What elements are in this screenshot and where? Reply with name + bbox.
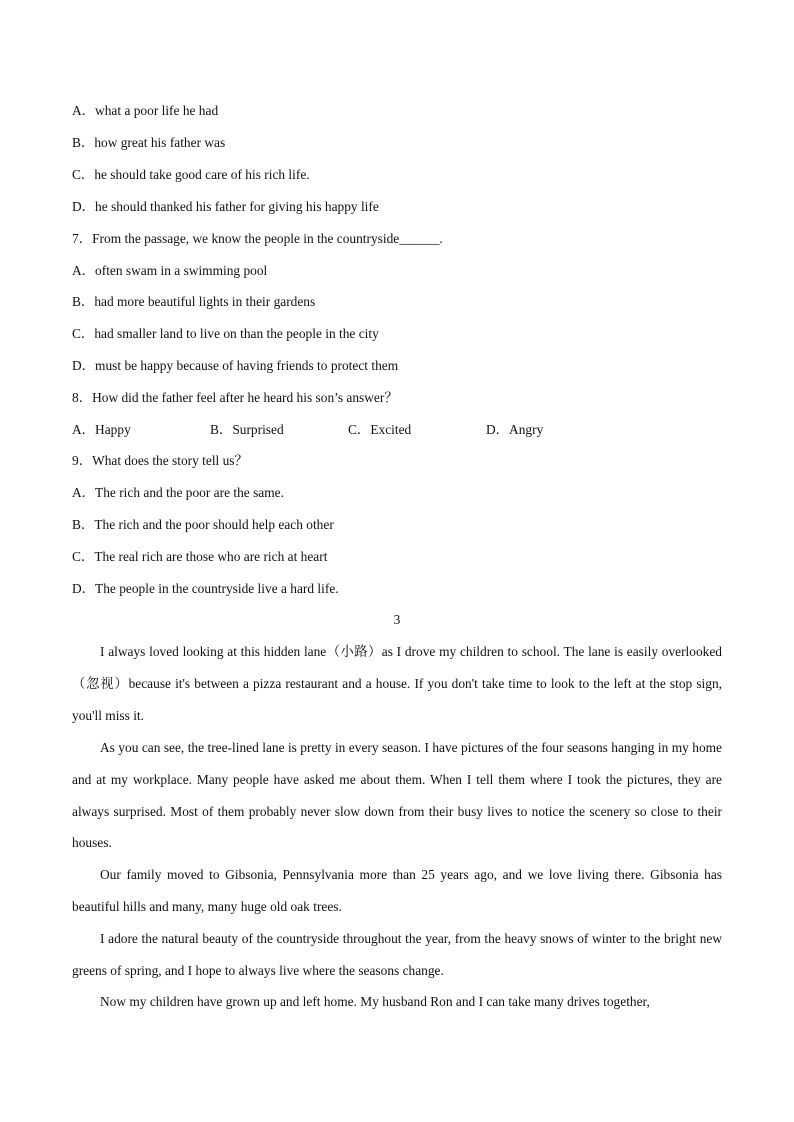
q7-option-d: D．must be happy because of having friends to protect them <box>72 358 399 373</box>
passage-paragraph-2: As you can see, the tree-lined lane is pretty in every season. I have pictures of the four seasons hanging in my home and at my workplace. Many people have asked me about them. When I tell them where I took the pictures, they are always surprised. Most of them probably never slow down from their busy lives to notice the scenery so close to their houses. <box>72 740 722 851</box>
q6-option-d: D．he should thanked his father for giving his happy life <box>72 199 379 214</box>
q7-option-a: A．often swam in a swimming pool <box>72 263 268 278</box>
q7-stem: 7．From the passage, we know the people in the countryside______. <box>72 231 443 246</box>
passage-paragraph-4: I adore the natural beauty of the countryside throughout the year, from the heavy snows of winter to the bright new greens of spring, and I hope to always live where the seasons change. <box>72 931 722 978</box>
q8-option-d: D．Angry <box>486 422 544 437</box>
passage-paragraph-5: Now my children have grown up and left home. My husband Ron and I can take many drives together, <box>100 994 650 1009</box>
q6-option-b: B．how great his father was <box>72 135 226 150</box>
q6-option-c: C．he should take good care of his rich life. <box>72 167 310 182</box>
q8-stem: 8．How did the father feel after he heard his son’s answer？ <box>72 390 398 405</box>
q9-option-d: D．The people in the countryside live a hard life. <box>72 581 339 596</box>
passage-paragraph-1: I always loved looking at this hidden lane（小路）as I drove my children to school. The lane is easily overlooked（忽视）because it's between a pizza restaurant and a house. If you don't take time to look to the left at the stop sign, you'll miss it. <box>72 644 722 723</box>
q8-option-b: B．Surprised <box>210 422 284 437</box>
q9-option-a: A．The rich and the poor are the same. <box>72 485 284 500</box>
q8-option-c: C．Excited <box>348 422 412 437</box>
q9-stem: 9．What does the story tell us？ <box>72 453 248 468</box>
q9-option-c: C．The real rich are those who are rich at heart <box>72 549 328 564</box>
q6-option-a: A．what a poor life he had <box>72 103 219 118</box>
q9-option-b: B．The rich and the poor should help each other <box>72 517 334 532</box>
passage-paragraph-3: Our family moved to Gibsonia, Pennsylvania more than 25 years ago, and we love living there. Gibsonia has beautiful hills and many, many huge old oak trees. <box>72 867 722 914</box>
section-number: 3 <box>393 612 401 627</box>
q7-option-c: C．had smaller land to live on than the people in the city <box>72 326 379 341</box>
q7-option-b: B．had more beautiful lights in their gardens <box>72 294 316 309</box>
q8-option-a: A．Happy <box>72 422 131 437</box>
